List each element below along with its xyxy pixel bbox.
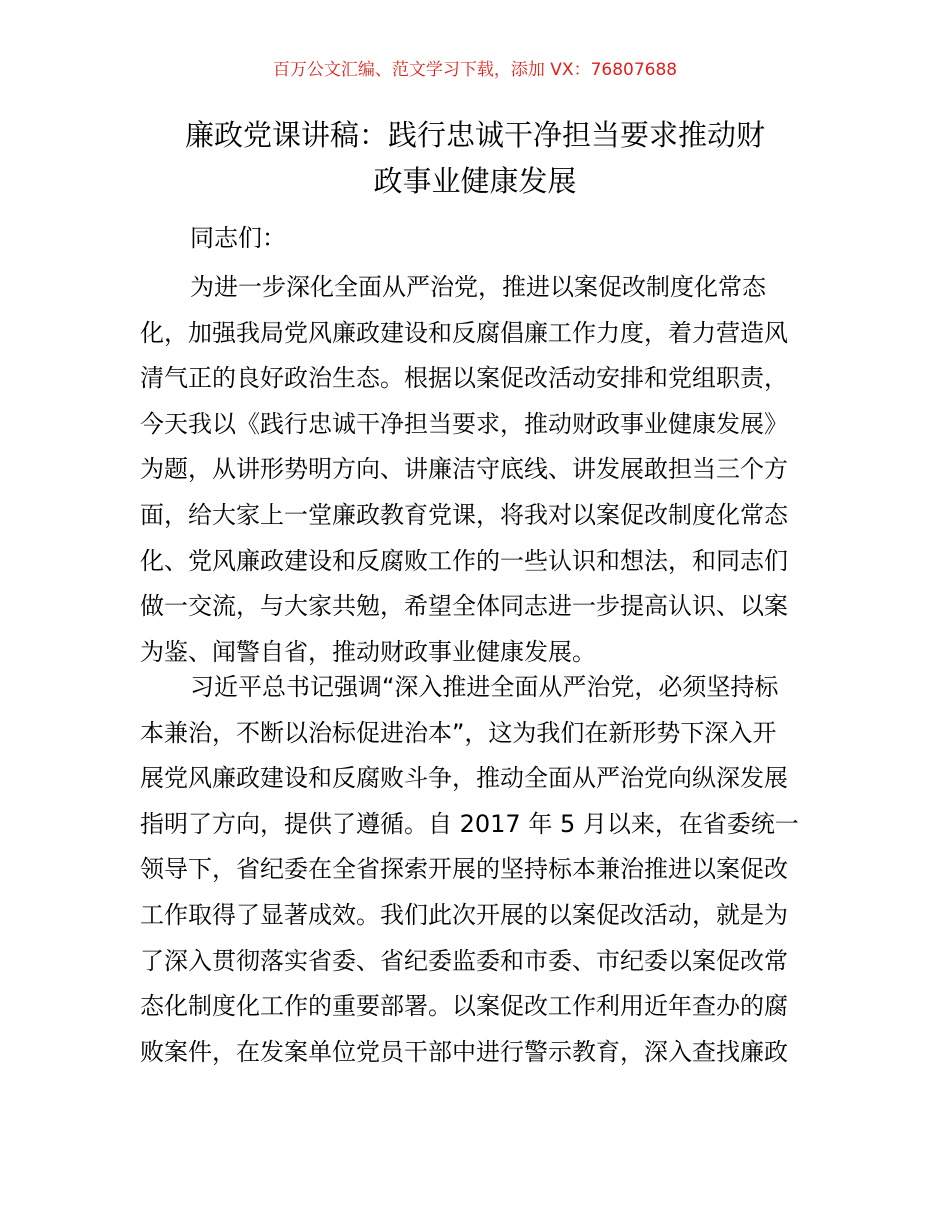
text-line: 工作取得了显著成效。我们此次开展的以案促改活动，就是为 <box>140 900 788 929</box>
title-line: 廉政党课讲稿：践行忠诚干净担当要求推动财 <box>184 118 765 152</box>
paragraph-1 <box>140 265 820 675</box>
text-line: 清气正的良好政治生态。根据以案促改活动安排和党组职责， <box>140 364 788 393</box>
text-line: 态化制度化工作的重要部署。以案促改工作利用近年查办的腐 <box>140 992 788 1021</box>
title-line: 政事业健康发展 <box>373 164 577 198</box>
text-line: 为进一步深化全面从严治党，推进以案促改制度化常态 <box>190 273 766 301</box>
text-line: 今天我以《践行忠诚干净担当要求，推动财政事业健康发展》 <box>140 409 788 438</box>
text-line: 化、党风廉政建设和反腐败工作的一些认识和想法，和同志们 <box>140 546 788 575</box>
document-title <box>140 112 810 204</box>
text-line: 为鉴、闻警自省，推动财政事业健康发展。 <box>140 637 596 666</box>
text-line: 指明了方向，提供了遵循。自 2017 年 5 月以来，在省委统一 <box>140 809 799 838</box>
text-line: 败案件，在发案单位党员干部中进行警示教育，深入查找廉政 <box>140 1037 788 1066</box>
text-line: 习近平总书记强调“深入推进全面从严治党，必须坚持标 <box>190 673 779 701</box>
paragraph-2 <box>140 665 820 1075</box>
text-line: 面，给大家上一堂廉政教育党课，将我对以案促改制度化常态 <box>140 500 788 529</box>
text-line: 了深入贯彻落实省委、省纪委监委和市委、市纪委以案促改常 <box>140 946 788 975</box>
watermark-header: 百万公文汇编、范文学习下载，添加 VX：76807688 <box>272 60 678 80</box>
text-line: 领导下，省纪委在全省探索开展的坚持标本兼治推进以案促改 <box>140 855 788 884</box>
text-line: 本兼治，不断以治标促进治本”，这为我们在新形势下深入开 <box>140 718 777 747</box>
greeting: 同志们： <box>190 224 286 252</box>
text-line: 做一交流，与大家共勉，希望全体同志进一步提高认识、以案 <box>140 592 788 621</box>
text-line: 化，加强我局党风廉政建设和反腐倡廉工作力度，着力营造风 <box>140 318 788 347</box>
text-line: 展党风廉政建设和反腐败斗争，推动全面从严治党向纵深发展 <box>140 764 788 793</box>
text-line: 为题，从讲形势明方向、讲廉洁守底线、讲发展敢担当三个方 <box>140 455 788 484</box>
